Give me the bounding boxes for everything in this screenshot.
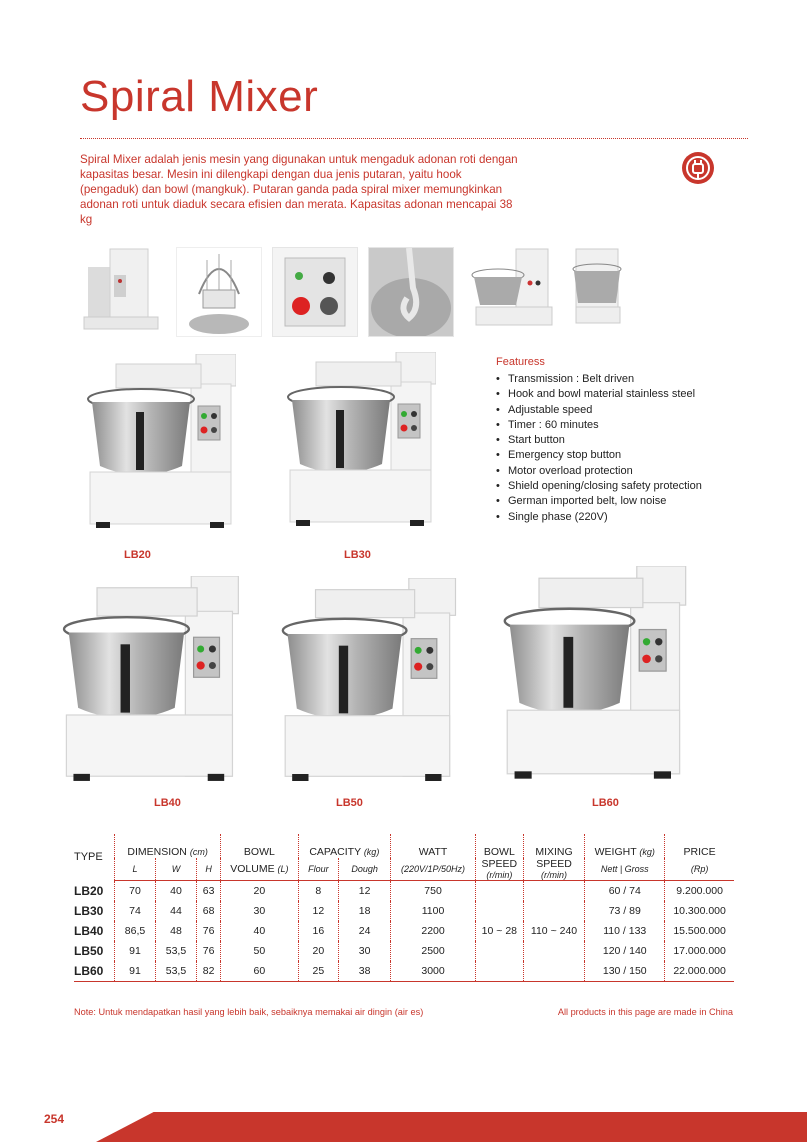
cell-flour: 12 [298, 901, 339, 921]
feature-item: • Shield opening/closing safety protection [496, 479, 736, 494]
cell-l: 70 [115, 881, 156, 902]
header-type: TYPE [74, 834, 115, 881]
thumbnail-back-view [566, 247, 650, 335]
header-dimension: DIMENSION (cm) [115, 834, 221, 858]
cell-watt: 2200 [391, 921, 476, 941]
cell-price: 15.500.000 [673, 925, 726, 937]
cell-price: 9.200.000 [676, 885, 723, 897]
cell-type: LB40 [74, 921, 115, 941]
cell-weight: 73 / 89 [585, 901, 665, 921]
cell-bowl-speed: 10 ~ 28 [475, 881, 523, 982]
mixer-image-lb40 [60, 576, 240, 793]
cell-watt: 750 [391, 881, 476, 902]
cell-weight: 110 / 133 [585, 921, 665, 941]
cell-dough: 30 [339, 941, 391, 961]
header-cap-dough: Dough [339, 858, 391, 881]
cell-w: 48 [155, 921, 196, 941]
thumbnail-bowl-guard [176, 247, 262, 337]
cell-weight: 130 / 150 [585, 961, 665, 982]
features-title: Featuress [496, 356, 545, 368]
model-label-lb50: LB50 [336, 797, 363, 809]
cell-mixing-speed: 110 ~ 240 [523, 881, 585, 982]
feature-item: • Motor overload protection [496, 464, 736, 479]
feature-item: • Start button [496, 433, 736, 448]
thumbnail-control-panel [272, 247, 358, 337]
header-bowl-speed-2: SPEED (r/min) [475, 858, 523, 881]
model-label-lb40: LB40 [154, 797, 181, 809]
cell-bowl: 60 [221, 961, 298, 982]
header-weight-sub: Nett | Gross [585, 858, 665, 881]
cell-type: LB30 [74, 901, 115, 921]
cell-flour: 16 [298, 921, 339, 941]
cell-h: 82 [196, 961, 220, 982]
cell-dough: 18 [339, 901, 391, 921]
header-weight: WEIGHT (kg) [585, 834, 665, 858]
note-origin: All products in this page are made in China [557, 1007, 733, 1017]
feature-item: • Emergency stop button [496, 448, 736, 463]
header-bowl-speed: BOWL [475, 834, 523, 858]
cell-watt: 1100 [391, 901, 476, 921]
header-price: PRICE [683, 846, 716, 858]
cell-dough: 38 [339, 961, 391, 982]
cell-flour: 20 [298, 941, 339, 961]
header-bowl-volume-2: VOLUME (L) [221, 858, 298, 881]
cell-dough: 12 [339, 881, 391, 902]
feature-item: • Adjustable speed [496, 403, 736, 418]
cell-h: 68 [196, 901, 220, 921]
table-row [74, 921, 734, 941]
cell-bowl: 40 [221, 921, 298, 941]
title-divider [80, 138, 748, 139]
cell-type: LB50 [74, 941, 115, 961]
mixer-image-lb20 [86, 354, 236, 539]
cell-weight: 60 / 74 [585, 881, 665, 902]
feature-item: • Hook and bowl material stainless steel [496, 387, 736, 402]
table-row [74, 901, 734, 921]
mixer-image-lb60 [496, 566, 692, 791]
page-title: Spiral Mixer [80, 72, 319, 121]
cell-dough: 24 [339, 921, 391, 941]
cell-w: 40 [155, 881, 196, 902]
cell-w: 53,5 [155, 961, 196, 982]
table-row [74, 881, 734, 902]
feature-item: • German imported belt, low noise [496, 494, 736, 509]
header-mixing-speed: MIXING [523, 834, 585, 858]
model-label-lb60: LB60 [592, 797, 619, 809]
header-price-unit: (Rp) [665, 858, 734, 881]
cell-flour: 8 [298, 881, 339, 902]
table-row [74, 961, 734, 982]
cell-watt: 2500 [391, 941, 476, 961]
power-plug-icon [682, 152, 714, 184]
spec-table [74, 834, 734, 982]
cell-h: 76 [196, 921, 220, 941]
mixer-image-lb30 [286, 352, 436, 537]
cell-w: 53,5 [155, 941, 196, 961]
header-dim-w: W [155, 858, 196, 881]
cell-w: 44 [155, 901, 196, 921]
cell-bowl: 50 [221, 941, 298, 961]
cell-type: LB20 [74, 881, 115, 902]
header-watt: WATT [391, 834, 476, 858]
cell-bowl: 20 [221, 881, 298, 902]
mixer-image-lb50 [278, 578, 458, 793]
model-label-lb20: LB20 [124, 549, 151, 561]
cell-price: 17.000.000 [673, 945, 726, 957]
thumbnail-side-view [80, 247, 164, 335]
header-watt-sub: (220V/1P/50Hz) [391, 858, 476, 881]
feature-item: • Timer : 60 minutes [496, 418, 736, 433]
cell-h: 76 [196, 941, 220, 961]
header-cap-flour: Flour [298, 858, 339, 881]
cell-l: 74 [115, 901, 156, 921]
thumbnail-front-view [470, 247, 554, 335]
thumbnail-spiral-hook [368, 247, 454, 337]
cell-flour: 25 [298, 961, 339, 982]
cell-watt: 3000 [391, 961, 476, 982]
cell-l: 91 [115, 961, 156, 982]
cell-type: LB60 [74, 961, 115, 982]
table-row [74, 941, 734, 961]
footer-bar [96, 1112, 807, 1142]
product-description: Spiral Mixer adalah jenis mesin yang digunakan untuk mengaduk adonan roti dengan kapasitas besar. Mesin ini dilengkapi dengan dua jenis putaran, yaitu hook (pengaduk) dan bowl (mangkuk). Putaran ganda pada spiral mixer memungkinkan adonan roti untuk diaduk secara efisien dan merata. Kapasitas adonan mencapai 38 kg [80, 153, 518, 226]
cell-price: 22.000.000 [665, 961, 734, 982]
header-dim-h: H [196, 858, 220, 881]
feature-item: • Transmission : Belt driven [496, 372, 736, 387]
header-capacity: CAPACITY (kg) [298, 834, 391, 858]
cell-h: 63 [196, 881, 220, 902]
header-dim-l: L [115, 858, 156, 881]
feature-item: • Single phase (220V) [496, 510, 736, 525]
header-bowl-volume: BOWL [221, 834, 298, 858]
cell-l: 91 [115, 941, 156, 961]
cell-weight: 120 / 140 [585, 941, 665, 961]
page-number: 254 [44, 1112, 65, 1126]
cell-bowl: 30 [221, 901, 298, 921]
header-mixing-speed-2: SPEED (r/min) [523, 858, 585, 881]
cell-l: 86,5 [115, 921, 156, 941]
features-list [496, 372, 736, 525]
note-cold-water: Note: Untuk mendapatkan hasil yang lebih baik, sebaiknya memakai air dingin (air es) [74, 1007, 424, 1017]
model-label-lb30: LB30 [344, 549, 371, 561]
cell-price: 10.300.000 [673, 905, 726, 917]
